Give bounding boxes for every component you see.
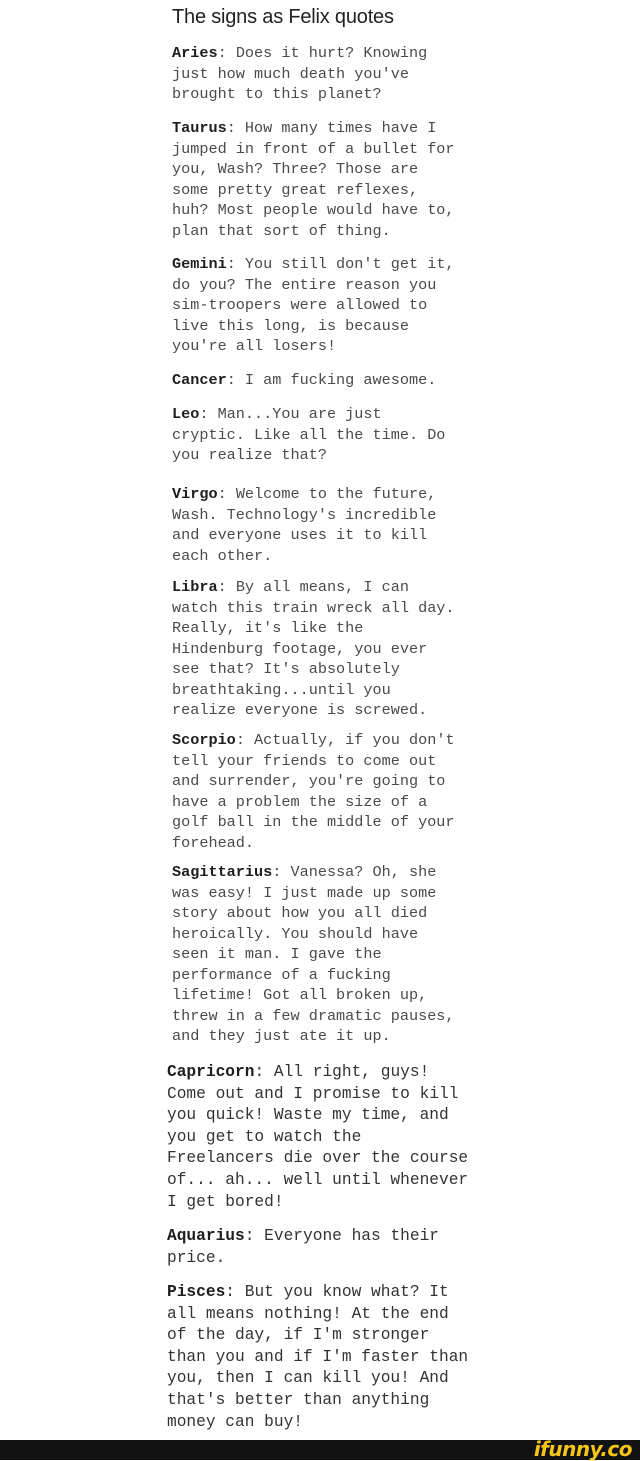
quote-text: I am fucking awesome. <box>244 371 437 389</box>
sign-label: Virgo <box>172 485 218 503</box>
quote-text: You still don't get it, do you? The entire reason you sim-troopers were allowed to live this long, is because you're all losers! <box>172 255 455 355</box>
quote-capricorn: Capricorn: All right, guys! Come out and I promise to kill you quick! Waste my time, and you get to watch the Freelancers die over the course of... ah... well until whenever I get bored! <box>167 1063 469 1211</box>
sign-label: Taurus <box>172 119 227 137</box>
quote-text: Everyone has their price. <box>167 1227 440 1267</box>
quote-text: How many times have I jumped in front of a bullet for you, Wash? Three? Those are some pretty great reflexes, huh? Most people would have to, plan that sort of thing. <box>172 119 455 240</box>
quote-sagittarius: Sagittarius: Vanessa? Oh, she was easy! I just made up some story about how you all died heroically. You should have seen it man. I gave the performance of a fucking lifetime! Got all broken up, threw in a few dramatic pauses, and they just ate it up. <box>172 863 455 1045</box>
quote-taurus: Taurus: How many times have I jumped in front of a bullet for you, Wash? Three? Those are some pretty great reflexes, huh? Most people would have to, plan that sort of thing. <box>172 119 455 240</box>
sign-label: Aquarius <box>167 1227 245 1245</box>
sign-label: Cancer <box>172 371 227 389</box>
quote-libra: Libra: By all means, I can watch this train wreck all day. Really, it's like the Hindenburg footage, you ever see that? It's absolutely breathtaking...until you realize everyone is screwed. <box>172 578 455 719</box>
quote-text: Vanessa? Oh, she was easy! I just made up some story about how you all died heroically. You should have seen it man. I gave the performance of a fucking lifetime! Got all broken up, threw in a few dramatic pauses, and they just ate it up. <box>172 863 455 1045</box>
sign-label: Leo <box>172 405 200 423</box>
quote-aquarius: Aquarius: Everyone has their price. <box>167 1227 440 1267</box>
quote-pisces: Pisces: But you know what? It all means nothing! At the end of the day, if I'm stronger than you and if I'm faster than you, then I can kill you! And that's better than anything money can buy! <box>167 1283 469 1431</box>
sign-label: Aries <box>172 44 218 62</box>
quote-text: Actually, if you don't tell your friends to come out and surrender, you're going to have a problem the size of a golf ball in the middle of your forehead. <box>172 731 455 852</box>
page-title: The signs as Felix quotes <box>172 6 394 28</box>
quote-text: Man...You are just cryptic. Like all the time. Do you realize that? <box>172 405 446 464</box>
watermark-bar <box>0 1437 640 1461</box>
sign-label: Gemini <box>172 255 227 273</box>
quote-virgo: Virgo: Welcome to the future, Wash. Technology's incredible and everyone uses it to kill each other. <box>172 485 437 565</box>
sign-label: Scorpio <box>172 731 236 749</box>
quote-aries: Aries: Does it hurt? Knowing just how much death you've brought to this planet? <box>172 44 428 103</box>
sign-label: Libra <box>172 578 218 596</box>
quote-text: But you know what? It all means nothing! At the end of the day, if I'm stronger than you and if I'm faster than you, then I can kill you! And that's better than anything money can buy! <box>167 1283 469 1431</box>
ifunny-logo: ifunny.co <box>533 1437 632 1461</box>
sign-label: Pisces <box>167 1283 226 1301</box>
sign-label: Capricorn <box>167 1063 255 1081</box>
quote-leo: Leo: Man...You are just cryptic. Like all the time. Do you realize that? <box>172 405 446 464</box>
quote-text: Welcome to the future, Wash. Technology's incredible and everyone uses it to kill each other. <box>172 485 437 565</box>
sign-label: Sagittarius <box>172 863 273 881</box>
quote-scorpio: Scorpio: Actually, if you don't tell your friends to come out and surrender, you're going to have a problem the size of a golf ball in the middle of your forehead. <box>172 731 455 852</box>
quote-text: By all means, I can watch this train wreck all day. Really, it's like the Hindenburg footage, you ever see that? It's absolutely breathtaking...until you realize everyone is screwed. <box>172 578 455 719</box>
quote-text: Does it hurt? Knowing just how much death you've brought to this planet? <box>172 44 428 103</box>
quote-gemini: Gemini: You still don't get it, do you? The entire reason you sim-troopers were allowed to live this long, is because you're all losers! <box>172 255 455 355</box>
quote-cancer: Cancer: I am fucking awesome. <box>172 371 437 389</box>
quote-text: All right, guys! Come out and I promise to kill you quick! Waste my time, and you get to watch the Freelancers die over the course of... ah... well until whenever I get bored! <box>167 1063 469 1211</box>
